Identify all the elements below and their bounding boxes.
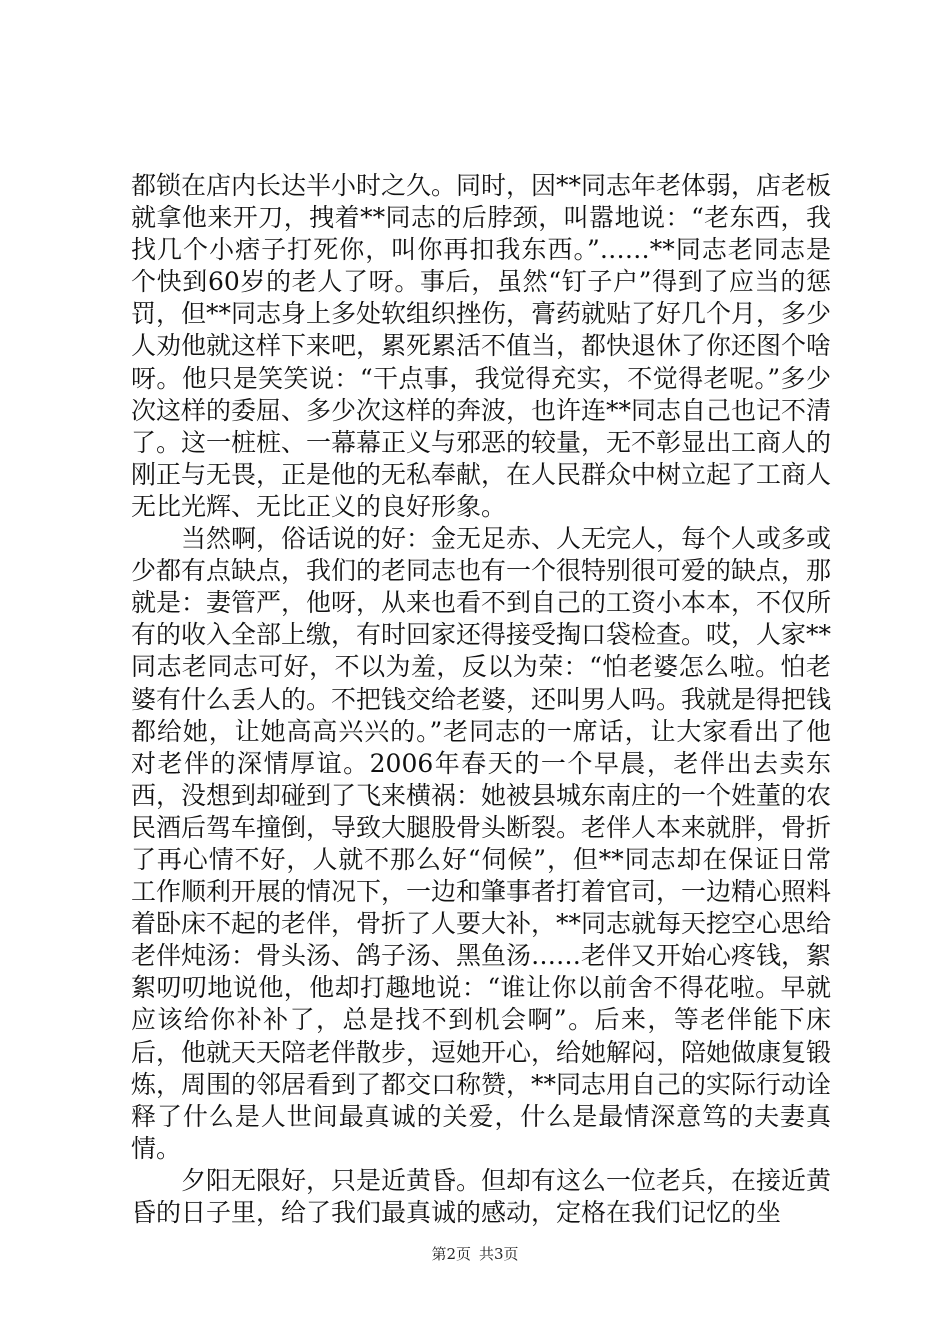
document-body: [131, 170, 831, 1229]
paragraph: 当然啊，俗话说的好：金无足赤、人无完人，每个人或多或少都有点缺点，我们的老同志也有一个很特别很可爱的缺点，那就是：妻管严，他呀，从来也看不到自己的工资小本本，不仅所有的收入全部上缴，有时回家还得接受掏口袋检查。哎，人家**同志老同志可好，不以为羞，反以为荣：“怕老婆怎么啦。怕老婆有什么丢人的。不把钱交给老婆，还叫男人吗。我就是得把钱都给她，让她高高兴兴的。”老同志的一席话，让大家看出了他对老伴的深情厚谊。2006年春天的一个早晨，老伴出去卖东西，没想到却碰到了飞来横祸：她被县城东南庄的一个姓董的农民酒后驾车撞倒，导致大腿股骨头断裂。老伴人本来就胖，骨折了再心情不好，人就不那么好“伺候”，但**同志却在保证日常工作顺利开展的情况下，一边和肇事者打着官司，一边精心照料着卧床不起的老伴，骨折了人要大补，**同志就每天挖空心思给老伴炖汤：骨头汤、鸽子汤、黑鱼汤……老伴又开始心疼钱，絮絮叨叨地说他，他却打趣地说：“谁让你以前舍不得花啦。早就应该给你补补了，总是找不到机会啊”。后来，等老伴能下床后，他就天天陪老伴散步，逗她开心，给她解闷，陪她做康复锻炼，周围的邻居看到了都交口称赞，**同志用自己的实际行动诠释了什么是人世间最真诚的关爱，什么是最情深意笃的夫妻真情。: [131, 524, 832, 1163]
paragraph: 夕阳无限好，只是近黄昏。但却有这么一位老兵，在接近黄昏的日子里，给了我们最真诚的感动，定格在我们记忆的坐: [131, 1165, 832, 1227]
page-number: 第2页: [431, 1245, 471, 1263]
paragraph-continued: 都锁在店内长达半小时之久。同时，因**同志年老体弱，店老板就拿他来开刀，拽着**同志的后脖颈，叫嚣地说：“老东西，我找几个小痞子打死你，叫你再扣我东西。”……**同志老同志是个快到60岁的老人了呀。事后，虽然“钉子户”得到了应当的惩罚，但**同志身上多处软组织挫伤，膏药就贴了好几个月，多少人劝他就这样下来吧，累死累活不值当，都快退休了你还图个啥呀。他只是笑笑说：“干点事，我觉得充实，不觉得老呢。”多少次这样的委屈、多少次这样的奔波，也许连**同志自己也记不清了。这一桩桩、一幕幕正义与邪恶的较量，无不彰显出工商人的刚正与无畏，正是他的无私奉献，在人民群众中树立起了工商人无比光辉、无比正义的良好形象。: [131, 171, 832, 521]
page-total: 共3页: [479, 1245, 519, 1263]
page-footer: [0, 1245, 950, 1263]
